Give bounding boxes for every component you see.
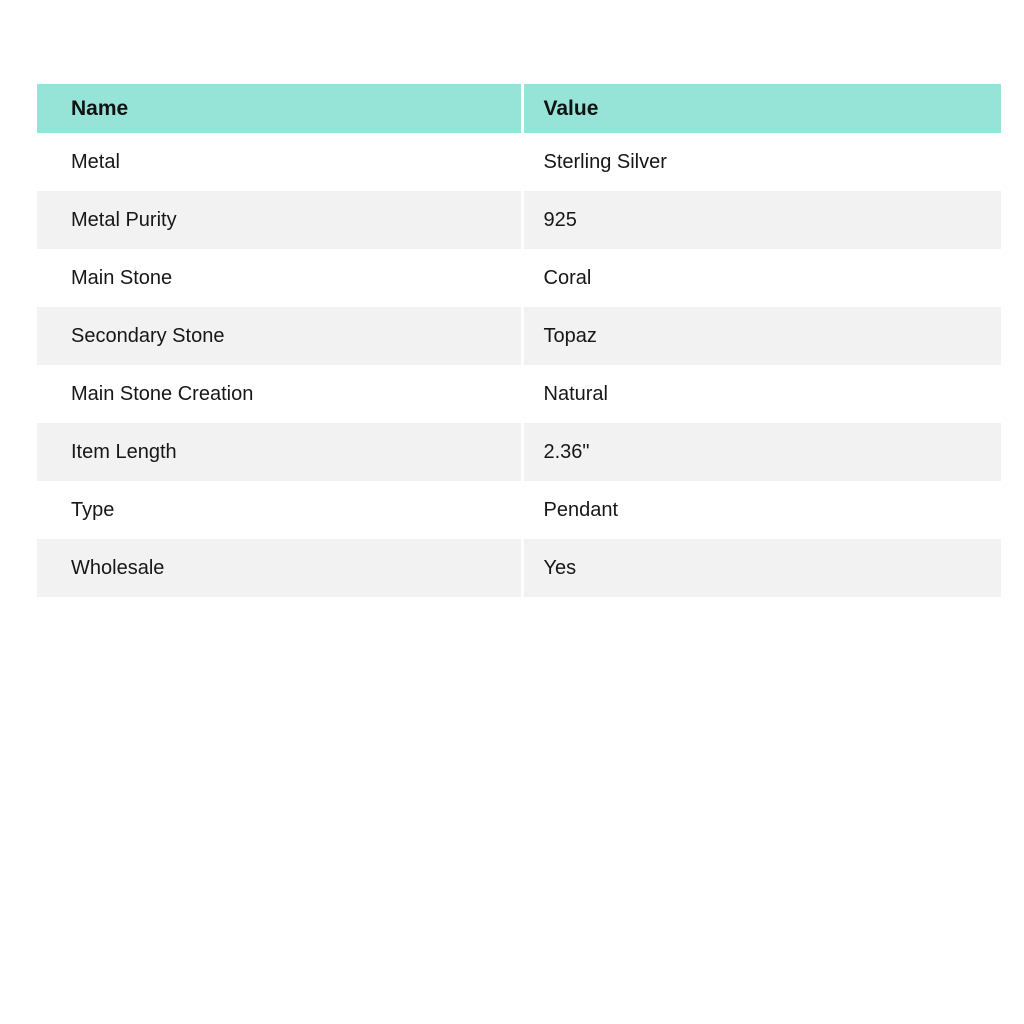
attribute-name-cell: Metal xyxy=(71,150,120,173)
attribute-name-cell: Metal Purity xyxy=(71,208,177,231)
attribute-value-cell: Sterling Silver xyxy=(522,133,1001,191)
table-row xyxy=(37,249,1001,307)
attribute-name-cell: Secondary Stone xyxy=(71,324,225,347)
header-cell-value: Value xyxy=(522,84,1001,133)
table-header xyxy=(37,84,1001,133)
attribute-name-cell: Type xyxy=(71,498,115,521)
attribute-name-cell: Main Stone Creation xyxy=(71,382,254,405)
table-row xyxy=(37,539,1001,597)
table-row xyxy=(37,133,1001,191)
product-attributes-table xyxy=(37,84,1001,597)
table-row xyxy=(37,423,1001,481)
table-row xyxy=(37,307,1001,365)
header-cell-name: Name xyxy=(37,84,522,133)
attribute-value-cell: Pendant xyxy=(522,481,1001,539)
attribute-value-cell: Natural xyxy=(522,365,1001,423)
attribute-name-cell: Item Length xyxy=(71,440,177,463)
table-row xyxy=(37,481,1001,539)
attribute-value-cell: 2.36" xyxy=(522,423,1001,481)
header-row xyxy=(37,84,1001,133)
attribute-value-cell: 925 xyxy=(522,191,1001,249)
table-row xyxy=(37,191,1001,249)
table-row xyxy=(37,365,1001,423)
attribute-value-cell: Yes xyxy=(522,539,1001,597)
attribute-value-cell: Topaz xyxy=(522,307,1001,365)
table-body xyxy=(37,133,1001,597)
attribute-name-cell: Main Stone xyxy=(71,266,173,289)
attribute-name-cell: Wholesale xyxy=(71,556,165,579)
attribute-value-cell: Coral xyxy=(522,249,1001,307)
